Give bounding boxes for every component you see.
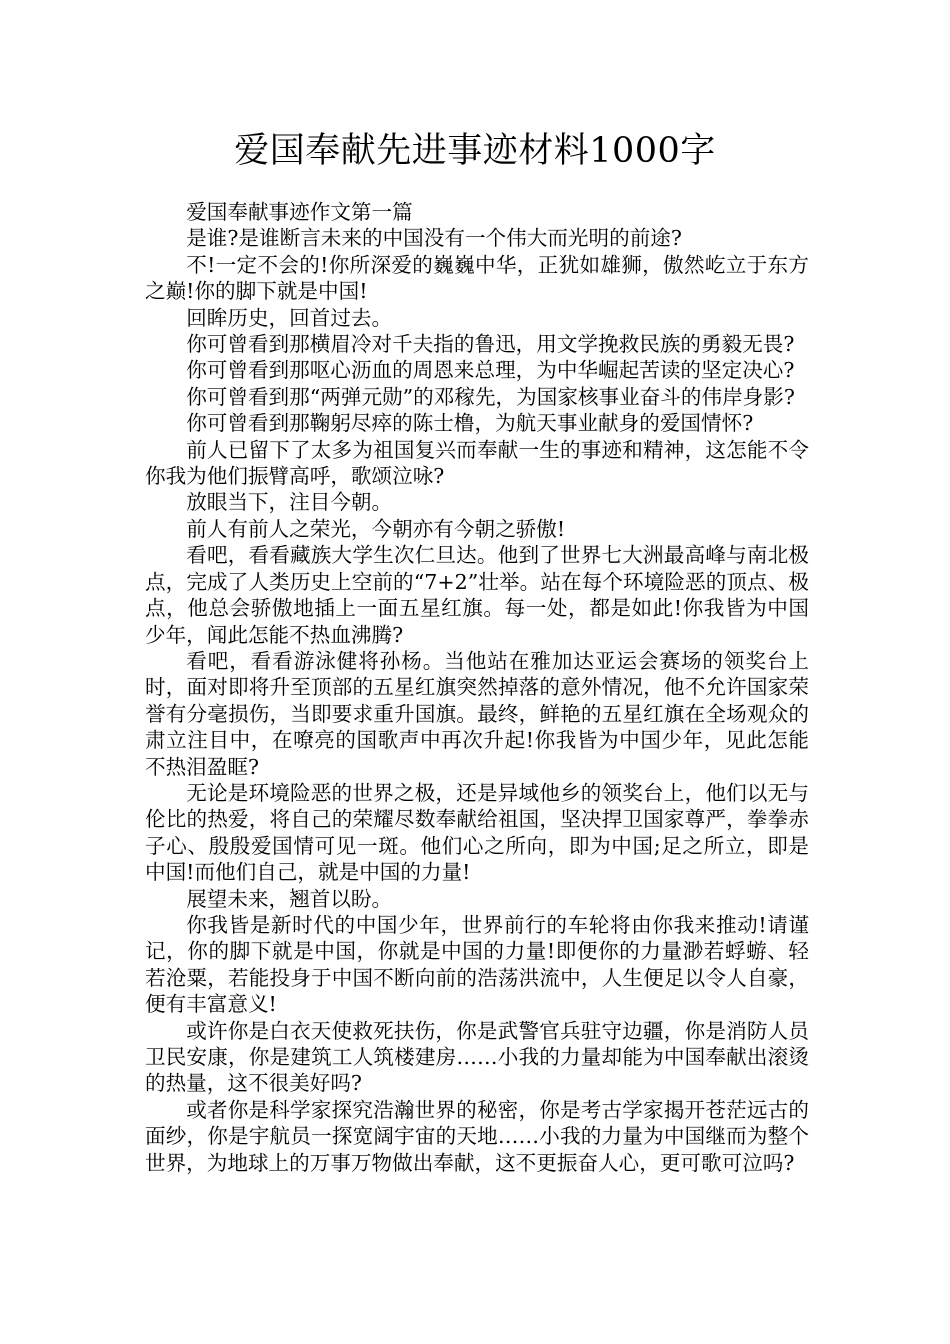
- paragraph: 或许你是白衣天使救死扶伤，你是武警官兵驻守边疆，你是消防人员卫民安康，你是建筑工人筑楼建房……小我的力量却能为中国奉献出滚烫的热量，这不很美好吗?: [145, 1018, 809, 1096]
- paragraph: 看吧，看看藏族大学生次仁旦达。他到了世界七大洲最高峰与南北极点，完成了人类历史上空前的“7+2”壮举。站在每个环境险恶的顶点、极点，他总会骄傲地插上一面五星红旗。每一处，都是如此!你我皆为中国少年，闻此怎能不热血沸腾?: [145, 543, 809, 647]
- paragraph: 前人有前人之荣光，今朝亦有今朝之骄傲!: [186, 516, 566, 541]
- document-title: 爱国奉献先进事迹材料1000字: [234, 131, 716, 171]
- paragraph: 看吧，看看游泳健将孙杨。当他站在雅加达亚运会赛场的领奖台上时，面对即将升至顶部的五星红旗突然掉落的意外情况，他不允许国家荣誉有分毫损伤，当即要求重升国旗。最终，鲜艳的五星红旗在全场观众的肃立注目中，在嘹亮的国歌声中再次升起!你我皆为中国少年，见此怎能不热泪盈眶?: [145, 648, 809, 779]
- paragraph: 前人已留下了太多为祖国复兴而奉献一生的事迹和精神，这怎能不令你我为他们振臂高呼，歌颂泣咏?: [145, 437, 809, 489]
- paragraph: 是谁?是谁断言未来的中国没有一个伟大而光明的前途?: [186, 226, 682, 251]
- paragraph: 你我皆是新时代的中国少年，世界前行的车轮将由你我来推动!请谨记，你的脚下就是中国，你就是中国的力量!即便你的力量渺若蜉蝣、轻若沧粟，若能投身于中国不断向前的浩荡洪流中，人生便足以令人自豪，便有丰富意义!: [145, 912, 809, 1017]
- paragraph: 回眸历史，回首过去。: [186, 305, 393, 330]
- document-body: [145, 199, 809, 1176]
- paragraph: 放眼当下，注目今朝。: [186, 490, 393, 515]
- paragraph: 无论是环境险恶的世界之极，还是异域他乡的领奖台上，他们以无与伦比的热爱，将自己的荣耀尽数奉献给祖国，坚决捍卫国家尊严，拳拳赤子心、殷殷爱国情可见一斑。他们心之所向，即为中国;足之所立，即是中国!而他们自己，就是中国的力量!: [145, 780, 809, 885]
- paragraph: 你可曾看到那横眉冷对千夫指的鲁迅，用文学挽救民族的勇毅无畏?: [186, 332, 795, 357]
- paragraph: 你可曾看到那“两弹元勋”的邓稼先，为国家核事业奋斗的伟岸身影?: [186, 384, 795, 409]
- paragraph: 你可曾看到那呕心沥血的周恩来总理，为中华崛起苦读的坚定决心?: [186, 358, 795, 383]
- paragraph: 或者你是科学家探究浩瀚世界的秘密，你是考古学家揭开苍茫远古的面纱，你是宇航员一探宽阔宇宙的天地……小我的力量为中国继而为整个世界，为地球上的万事万物做出奉献，这不更振奋人心，更可歌可泣吗?: [145, 1097, 809, 1175]
- paragraph: 不!一定不会的!你所深爱的巍巍中华，正犹如雄狮，傲然屹立于东方之巅!你的脚下就是中国!: [145, 252, 809, 304]
- paragraph: 爱国奉献事迹作文第一篇: [186, 200, 413, 224]
- paragraph: 你可曾看到那鞠躬尽瘁的陈士橹，为航天事业献身的爱国情怀?: [186, 411, 754, 436]
- paragraph: 展望未来，翘首以盼。: [186, 886, 393, 911]
